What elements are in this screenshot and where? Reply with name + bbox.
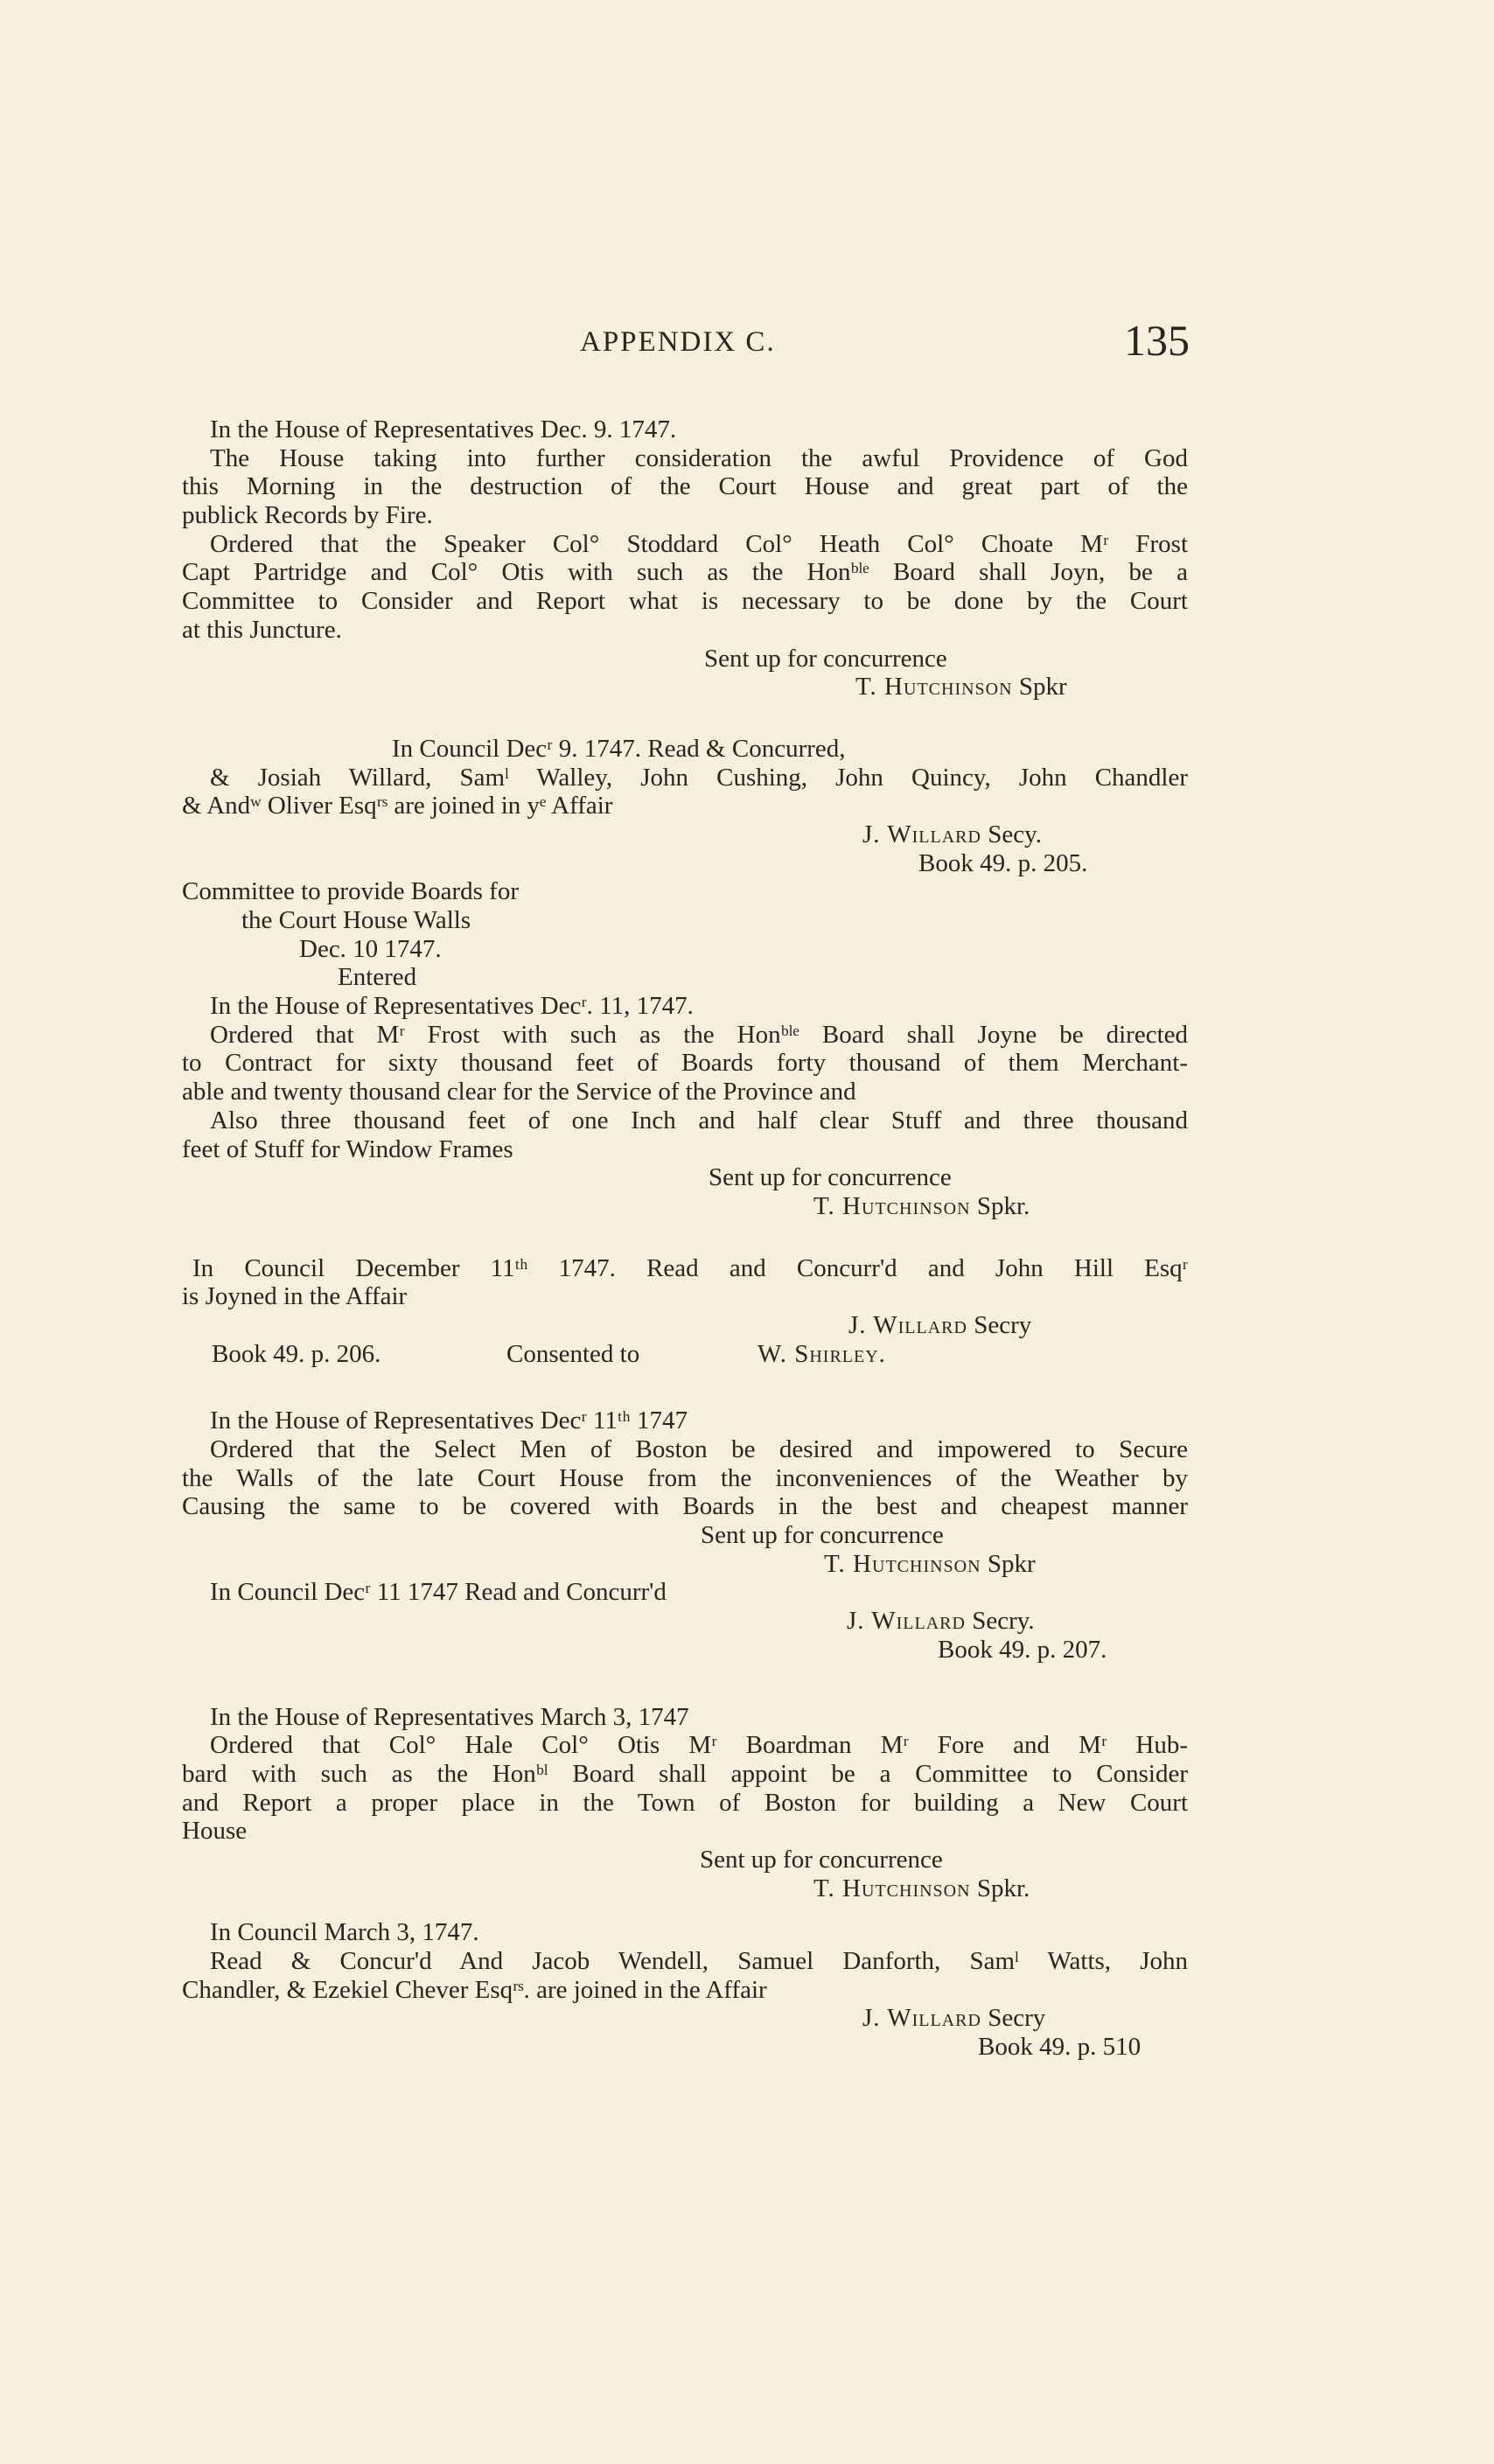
entry-heading: In the House of Representatives Decʳ 11ᵗʰ 1747	[210, 1407, 688, 1435]
docket-line: Entered	[338, 963, 417, 992]
docket-line: Dec. 10 1747.	[299, 934, 442, 963]
sent-up-note: Sent up for concurrence	[701, 1521, 944, 1550]
signature	[182, 673, 1188, 702]
council-note: In Council Decʳ 11 1747 Read and Concurr'd	[210, 1578, 667, 1607]
docket-line: the Court House Walls	[241, 906, 471, 934]
text-line: Ordered that Col° Hale Col° Otis Mʳ Boardman Mʳ Fore and Mʳ Hub-	[210, 1731, 1188, 1760]
signature	[182, 1550, 1188, 1579]
signatory-name: T. Hutchinson	[813, 1874, 971, 1902]
sent-up-note: Sent up for concurrence	[704, 644, 947, 673]
text-line: and Report a proper place in the Town of Boston for building a New Court	[182, 1788, 1188, 1817]
signature	[182, 1192, 1188, 1221]
text-line: this Morning in the destruction of the Court House and great part of the	[182, 472, 1188, 501]
text-line: is Joyned in the Affair	[182, 1282, 408, 1311]
text-line: bard with such as the Honᵇˡ Board shall appoint be a Committee to Consider	[182, 1759, 1188, 1788]
text-line: Also three thousand feet of one Inch and half clear Stuff and three thousand	[210, 1106, 1188, 1134]
entry-council-dec-11	[182, 1254, 1188, 1369]
signatory-title: Secy.	[988, 820, 1042, 848]
text-line: & Josiah Willard, Samˡ Walley, John Cushing, John Quincy, John Chandler	[210, 763, 1188, 792]
entry-council-dec-9	[182, 735, 1188, 877]
text-line: Ordered that the Select Men of Boston be desired and impowered to Secure	[210, 1435, 1188, 1463]
book-reference: Book 49. p. 206.	[212, 1339, 381, 1368]
book-reference: Book 49. p. 510	[978, 2033, 1141, 2062]
entry-council-march-3	[182, 1918, 1188, 2061]
signature	[182, 1874, 1188, 1903]
signature	[182, 2004, 1188, 2033]
sent-up-note: Sent up for concurrence	[709, 1163, 952, 1192]
signatory-name: J. Willard	[848, 1310, 967, 1339]
text-line: feet of Stuff for Window Frames	[182, 1134, 513, 1163]
text-line: Ordered that Mʳ Frost with such as the Honᵇˡᵉ Board shall Joyne be directed	[210, 1020, 1188, 1049]
text-line: House	[182, 1817, 248, 1846]
text-line: Ordered that the Speaker Col° Stoddard Col° Heath Col° Choate Mʳ Frost	[210, 529, 1188, 558]
running-head: APPENDIX C.	[580, 326, 776, 358]
page-body	[182, 415, 1188, 2062]
signatory-title: Spkr	[1018, 673, 1067, 702]
book-reference: Book 49. p. 207.	[938, 1635, 1107, 1664]
entry-heading: In Council Decʳ 9. 1747. Read & Concurred,	[392, 734, 846, 763]
signatory-title: Spkr.	[976, 1874, 1030, 1902]
signatory-name: J. Willard	[862, 820, 981, 848]
entry-committee-boards	[182, 877, 1188, 1220]
book-reference: Book 49. p. 205.	[918, 848, 1088, 877]
text-line: Causing the same to be covered with Boards in the best and cheapest manner	[182, 1492, 1188, 1521]
signatory-name: J. Willard	[847, 1607, 966, 1636]
consent-note: Consented to	[506, 1339, 640, 1368]
page-header	[184, 316, 1190, 374]
signatory-title: Secry.	[972, 1607, 1035, 1636]
text-line: Capt Partridge and Col° Otis with such as the Honᵇˡᵉ Board shall Joyn, be a	[182, 558, 1188, 587]
text-line: at this Juncture.	[182, 615, 342, 644]
signature	[182, 820, 1188, 849]
text-line: The House taking into further consideration the awful Providence of God	[210, 443, 1188, 472]
text-line: publick Records by Fire.	[182, 501, 433, 530]
governor-signature: W. Shirley.	[757, 1339, 886, 1368]
signatory-title: Secry	[974, 1310, 1032, 1339]
text-line: & Andʷ Oliver Esqʳˢ are joined in yᵉ Affair	[182, 792, 613, 820]
signature	[182, 1607, 1188, 1636]
signatory-title: Secry	[988, 2004, 1046, 2033]
signature	[182, 1311, 1188, 1340]
entry-heading: In the House of Representatives Decʳ. 11, 1747.	[210, 992, 694, 1021]
docket-line: Committee to provide Boards for	[182, 877, 519, 906]
text-line: Chandler, & Ezekiel Chever Esqʳˢ. are joined in the Affair	[182, 1975, 767, 2004]
signatory-title: Spkr	[987, 1549, 1036, 1578]
consent-line	[182, 1340, 1188, 1369]
entry-heading: In the House of Representatives Dec. 9. 1747.	[210, 415, 677, 443]
text-line: to Contract for sixty thousand feet of Boards forty thousand of them Merchant-	[182, 1049, 1188, 1078]
entry-house-dec-11	[182, 1407, 1188, 1664]
text-line: able and twenty thousand clear for the Service of the Province and	[182, 1078, 856, 1106]
text-line: Committee to Consider and Report what is necessary to be done by the Court	[182, 587, 1188, 616]
signatory-title: Spkr.	[976, 1191, 1030, 1220]
signatory-name: T. Hutchinson	[855, 673, 1013, 702]
entry-house-dec-9	[182, 415, 1188, 702]
entry-heading: In the House of Representatives March 3, 1747	[210, 1702, 689, 1731]
sent-up-note: Sent up for concurrence	[700, 1845, 943, 1874]
entry-house-march-3	[182, 1703, 1188, 1903]
entry-heading: In Council March 3, 1747.	[210, 1918, 479, 1947]
text-line: Read & Concur'd And Jacob Wendell, Samuel Danforth, Samˡ Watts, John	[210, 1947, 1188, 1975]
signatory-name: J. Willard	[862, 2004, 981, 2033]
text-line: the Walls of the late Court House from the inconveniences of the Weather by	[182, 1463, 1188, 1492]
entry-heading: In Council December 11ᵗʰ 1747. Read and Concurr'd and John Hill Esqʳ	[192, 1253, 1188, 1282]
signatory-name: T. Hutchinson	[813, 1191, 971, 1220]
page-number: 135	[1124, 316, 1190, 365]
signatory-name: T. Hutchinson	[824, 1549, 981, 1578]
